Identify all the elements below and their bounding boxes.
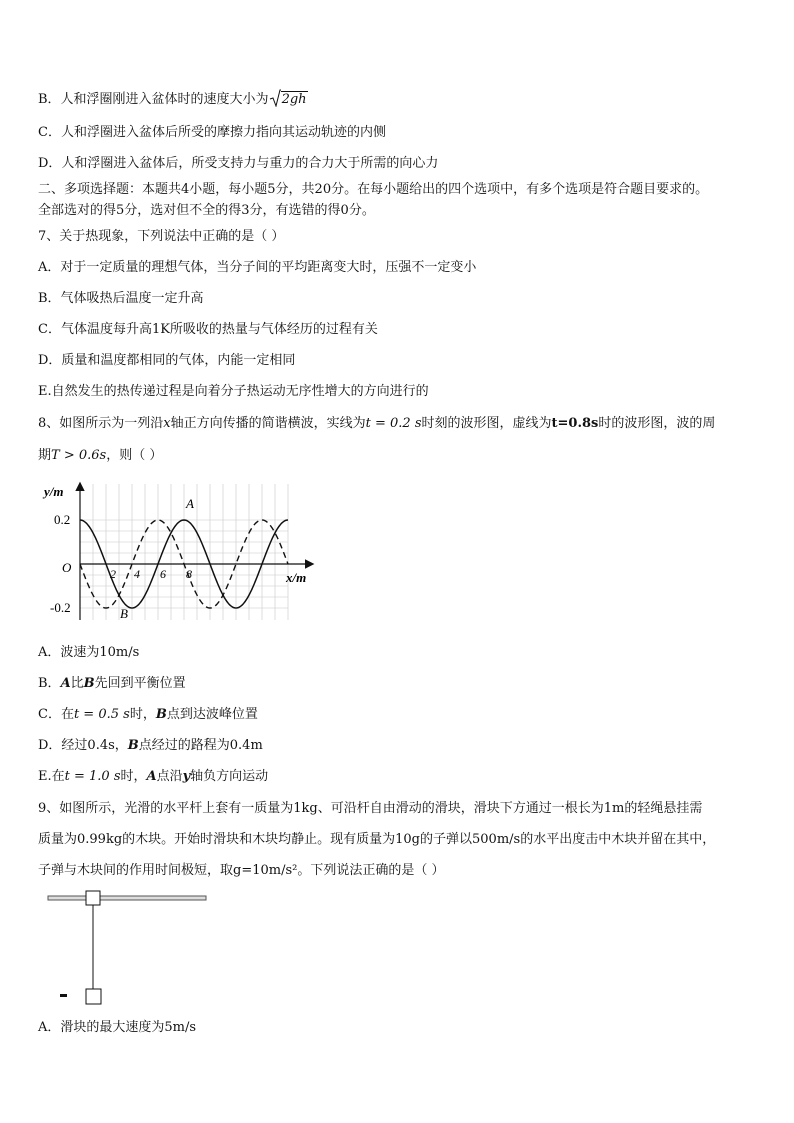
q8-option-c: C．在t = 0.5 s时，B点到达波峰位置 [38, 707, 258, 722]
q7-option-c: C．气体温度每升高1K所吸收的热量与气体经历的过程有关 [38, 322, 378, 337]
point-a-label: A [186, 496, 194, 511]
x-tick-label: 8 [186, 567, 192, 581]
pendulum-figure [44, 888, 214, 1012]
grid [80, 484, 288, 620]
q7-option-e: E.自然发生的热传递过程是向着分子热运动无序性增大的方向进行的 [38, 384, 429, 399]
q6-option-d: D．人和浮圈进入盆体后，所受支持力与重力的合力大于所需的向心力 [38, 156, 439, 171]
x-tick-label: 6 [160, 567, 166, 581]
q7-option-b: B．气体吸热后温度一定升高 [38, 291, 204, 306]
q7-option-a: A．对于一定质量的理想气体，当分子间的平均距离变大时，压强不一定变小 [38, 260, 477, 275]
section2-heading-line2: 全部选对的得5分，选对但不全的得3分，有选错的得0分。 [38, 203, 375, 218]
wooden-block [86, 989, 101, 1004]
y-tick-label: 0.2 [54, 512, 71, 527]
y-tick-label: -0.2 [50, 600, 71, 615]
bullet [60, 994, 67, 997]
q9-stem-line2: 质量为0.99kg的木块。开始时滑块和木块均静止。现有质量为10g的子弹以500m/s的水平出度击中木块并留在其中， [38, 832, 716, 847]
y-axis-label: y/m [44, 484, 64, 499]
q9-stem-line1: 9、如图所示，光滑的水平杆上套有一质量为1kg、可沿杆自由滑动的滑块，滑块下方通过一根长为1m的轻绳悬挂需 [38, 801, 703, 816]
q8-option-d: D．经过0.4s，B点经过的路程为0.4m [38, 738, 263, 753]
q6-option-b: B．人和浮圈刚进入盆体时的速度大小为 2gh [38, 89, 308, 108]
slider-block [86, 891, 100, 905]
q8-stem-line2: 期T > 0.6s，则（ ） [38, 448, 163, 463]
point-b-label: B [120, 606, 128, 621]
section2-heading-line1: 二、多项选择题：本题共4小题，每小题5分，共20分。在每小题给出的四个选项中，有多个选项是符合题目要求的。 [38, 182, 709, 197]
wave-figure [40, 478, 320, 628]
q8-option-b: B．A比B先回到平衡位置 [38, 676, 186, 691]
x-tick-label: 2 [110, 567, 116, 581]
q7-stem: 7、关于热现象，下列说法中正确的是（ ） [38, 229, 285, 244]
q8-option-a: A．波速为10m/s [38, 645, 140, 660]
sqrt-symbol [269, 89, 281, 107]
q9-option-a: A．滑块的最大速度为5m/s [38, 1020, 197, 1035]
origin-label: O [62, 560, 72, 575]
q9-stem-line3: 子弹与木块间的作用时间极短，取g=10m/s²。下列说法正确的是（ ） [38, 863, 445, 878]
x-tick-label: 4 [134, 567, 140, 581]
q8-option-e: E.在t = 1.0 s时，A点沿y轴负方向运动 [38, 769, 269, 784]
horizontal-rod [48, 896, 206, 900]
q6-option-c: C．人和浮圈进入盆体后所受的摩擦力指向其运动轨迹的内侧 [38, 125, 386, 140]
q7-option-d: D．质量和温度都相同的气体，内能一定相同 [38, 353, 296, 368]
q8-stem-line1: 8、如图所示为一列沿x轴正方向传播的简谐横波，实线为t = 0.2 s时刻的波形图，虚线为t=0.8s时的波形图，波的周 [38, 416, 716, 431]
x-axis-label: x/m [286, 570, 307, 585]
